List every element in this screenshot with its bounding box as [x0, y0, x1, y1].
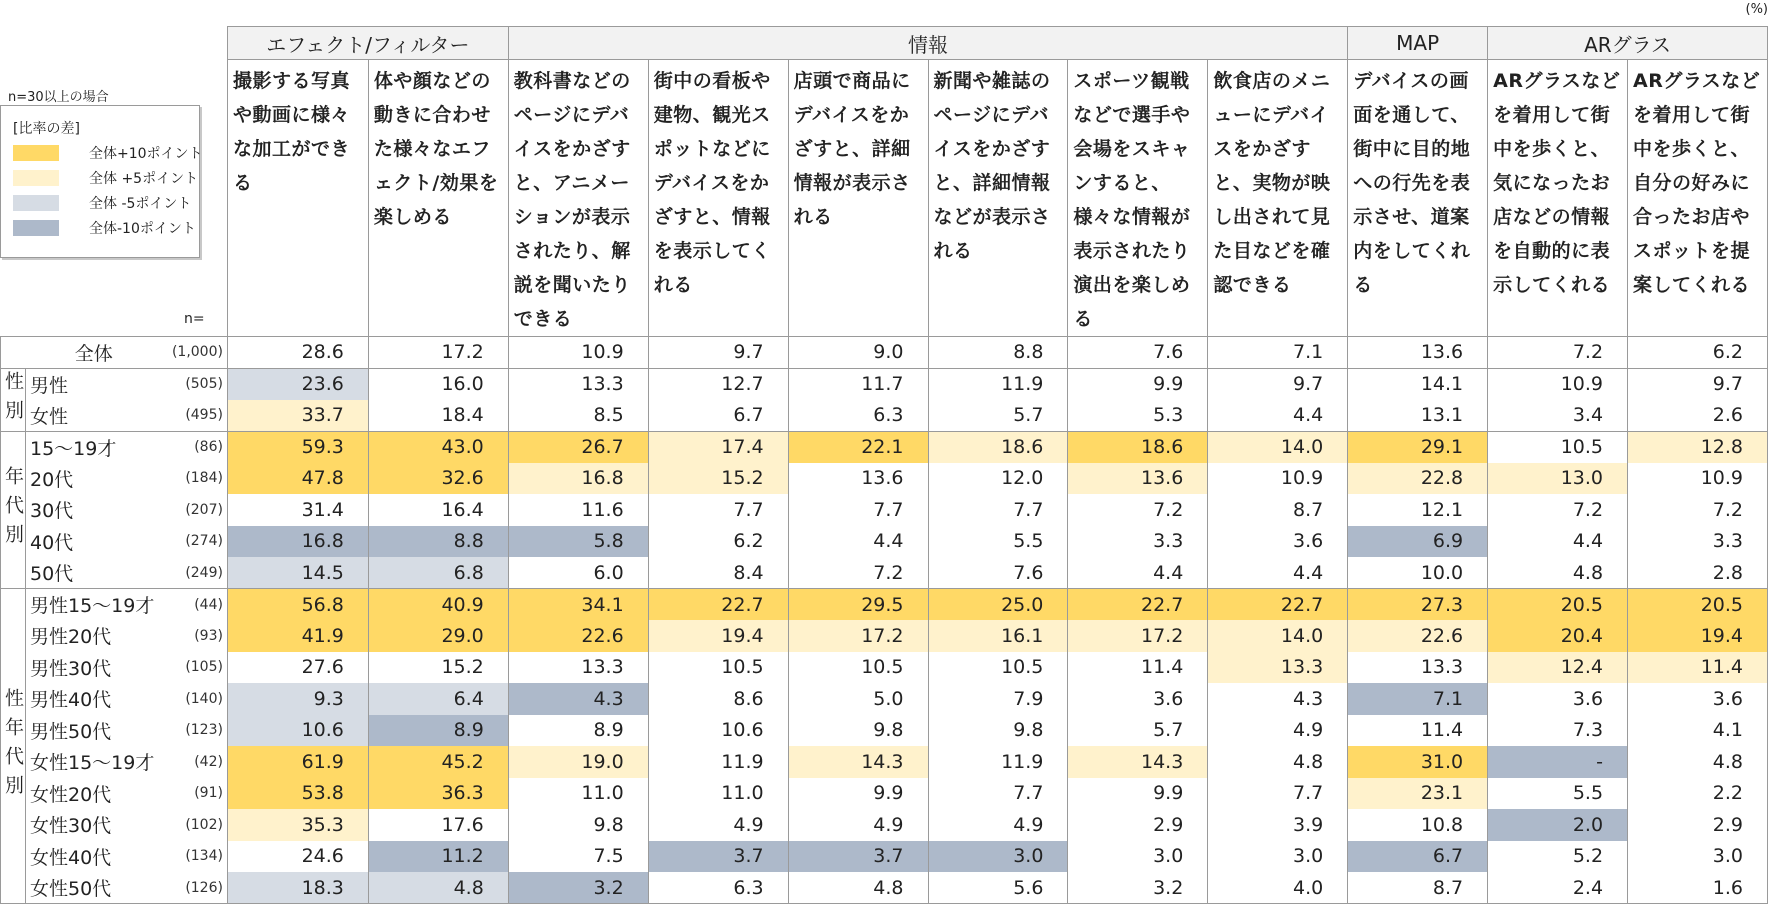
value-cell: 10.9 — [1628, 463, 1768, 495]
value-cell: 4.9 — [1208, 715, 1348, 747]
value-cell: 6.3 — [788, 400, 928, 432]
value-cell: 8.4 — [648, 557, 788, 589]
sample-size: (105) — [162, 652, 227, 684]
value-cell: 18.4 — [368, 400, 508, 432]
value-cell: 4.4 — [1488, 526, 1628, 558]
row-label: 40代 — [30, 531, 74, 554]
value-cell: 2.4 — [1488, 872, 1628, 904]
sample-size: (134) — [162, 841, 227, 873]
group-header: MAP — [1348, 27, 1488, 60]
group-header: ARグラス — [1488, 27, 1768, 60]
value-cell: 3.0 — [1068, 841, 1208, 873]
value-cell: 11.9 — [648, 746, 788, 778]
value-cell: 11.9 — [928, 368, 1068, 400]
question-header: 教科書などのページにデバイスをかざすと、アニメーションが表示されたり、解説を聞いたりできる — [508, 60, 648, 337]
row-label: 女性30代 — [30, 815, 112, 838]
value-cell: 16.0 — [368, 368, 508, 400]
sample-size: (126) — [162, 872, 227, 904]
value-cell: 9.9 — [1068, 368, 1208, 400]
question-header: 街中の看板や建物、観光スポットなどにデバイスをかざすと、情報を表示してくれる — [648, 60, 788, 337]
legend-label: 全体+10ポイント — [89, 146, 203, 162]
table-row — [1, 620, 1768, 652]
row-label: 男性15～19才 — [26, 589, 163, 621]
row-label: 男性40代 — [30, 689, 112, 712]
table-row — [1, 431, 1768, 463]
value-cell: 8.7 — [1208, 494, 1348, 526]
value-cell: 11.9 — [928, 746, 1068, 778]
value-cell: 14.3 — [788, 746, 928, 778]
sample-size-note: n=30以上の場合 — [8, 90, 109, 105]
value-cell: 10.9 — [508, 337, 648, 369]
sample-size: (140) — [162, 683, 227, 715]
value-cell: 9.7 — [1208, 368, 1348, 400]
value-cell: 17.2 — [788, 620, 928, 652]
value-cell: 18.6 — [928, 431, 1068, 463]
question-header: 新聞や雑誌のページにデバイスをかざすと、詳細情報などが表示される — [928, 60, 1068, 337]
value-cell: 7.3 — [1488, 715, 1628, 747]
value-cell: 24.6 — [227, 841, 368, 873]
value-cell: 7.9 — [928, 683, 1068, 715]
value-cell: 7.6 — [1068, 337, 1208, 369]
value-cell: 22.7 — [1068, 589, 1208, 621]
value-cell: 8.5 — [508, 400, 648, 432]
sample-size: (505) — [162, 368, 227, 400]
value-cell: 4.8 — [788, 872, 928, 904]
group-header-row — [1, 27, 1768, 60]
value-cell: 31.0 — [1348, 746, 1488, 778]
question-header: スポーツ観戦などで選手や会場をスキャンすると、様々な情報が表示されたり演出を楽しめる — [1068, 60, 1208, 337]
value-cell: 10.5 — [1488, 431, 1628, 463]
value-cell: 12.8 — [1628, 431, 1768, 463]
value-cell: 19.4 — [1628, 620, 1768, 652]
table-row — [1, 589, 1768, 621]
value-cell: 5.8 — [508, 526, 648, 558]
value-cell: 16.4 — [368, 494, 508, 526]
value-cell: 10.9 — [1208, 463, 1348, 495]
value-cell: 3.6 — [1208, 526, 1348, 558]
value-cell: 8.9 — [508, 715, 648, 747]
value-cell: 5.5 — [928, 526, 1068, 558]
value-cell: 11.7 — [788, 368, 928, 400]
row-label: 男性50代 — [30, 720, 112, 743]
value-cell: 2.2 — [1628, 778, 1768, 810]
value-cell: 12.1 — [1348, 494, 1488, 526]
n-header: n= — [184, 311, 205, 327]
header-blank — [1, 60, 228, 337]
value-cell: 17.6 — [368, 809, 508, 841]
value-cell: 3.0 — [1628, 841, 1768, 873]
sample-size: (495) — [162, 400, 227, 432]
value-cell: 45.2 — [368, 746, 508, 778]
value-cell: 12.4 — [1488, 652, 1628, 684]
legend-label: 全体 +5ポイント — [89, 171, 199, 187]
value-cell: 14.1 — [1348, 368, 1488, 400]
sample-size: (93) — [162, 620, 227, 652]
value-cell: 17.2 — [368, 337, 508, 369]
value-cell: 8.6 — [648, 683, 788, 715]
value-cell: 20.5 — [1488, 589, 1628, 621]
value-cell: 47.8 — [227, 463, 368, 495]
sample-size: (274) — [162, 526, 227, 558]
section-label — [1, 431, 26, 589]
value-cell: 4.4 — [1208, 557, 1348, 589]
value-cell: 7.2 — [1628, 494, 1768, 526]
value-cell: 7.2 — [788, 557, 928, 589]
value-cell: 4.3 — [1208, 683, 1348, 715]
value-cell: 14.0 — [1208, 431, 1348, 463]
section-label-text: 性年代別 — [2, 688, 24, 804]
value-cell: 4.8 — [1628, 746, 1768, 778]
value-cell: 3.7 — [788, 841, 928, 873]
value-cell: 11.6 — [508, 494, 648, 526]
value-cell: 6.3 — [648, 872, 788, 904]
value-cell: 25.0 — [928, 589, 1068, 621]
value-cell: 14.5 — [227, 557, 368, 589]
sample-size: (86) — [162, 431, 227, 463]
value-cell: 8.8 — [368, 526, 508, 558]
value-cell: 31.4 — [227, 494, 368, 526]
value-cell: 22.6 — [508, 620, 648, 652]
value-cell: 22.6 — [1348, 620, 1488, 652]
value-cell: 10.5 — [788, 652, 928, 684]
value-cell: 7.2 — [1488, 337, 1628, 369]
value-cell: 3.0 — [1208, 841, 1348, 873]
value-cell: 40.9 — [368, 589, 508, 621]
value-cell: 7.7 — [1208, 778, 1348, 810]
value-cell: 13.6 — [788, 463, 928, 495]
value-cell: 4.1 — [1628, 715, 1768, 747]
sample-size: (102) — [162, 809, 227, 841]
value-cell: 19.0 — [508, 746, 648, 778]
value-cell: 23.1 — [1348, 778, 1488, 810]
value-cell: 7.7 — [928, 778, 1068, 810]
row-label: 15～19才 — [26, 431, 163, 463]
value-cell: 5.3 — [1068, 400, 1208, 432]
value-cell: 13.3 — [1348, 652, 1488, 684]
sample-size: (44) — [162, 589, 227, 621]
value-cell: 13.0 — [1488, 463, 1628, 495]
table-row — [1, 368, 1768, 400]
value-cell: 41.9 — [227, 620, 368, 652]
value-cell: 4.9 — [788, 809, 928, 841]
section-label — [1, 589, 26, 904]
value-cell: 9.8 — [508, 809, 648, 841]
value-cell: 3.6 — [1488, 683, 1628, 715]
value-cell: 6.7 — [648, 400, 788, 432]
question-header-row — [1, 60, 1768, 337]
value-cell: 12.7 — [648, 368, 788, 400]
value-cell: 4.8 — [368, 872, 508, 904]
value-cell: 4.4 — [1068, 557, 1208, 589]
value-cell: 3.2 — [1068, 872, 1208, 904]
value-cell: 4.9 — [928, 809, 1068, 841]
value-cell: - — [1488, 746, 1628, 778]
value-cell: 9.7 — [1628, 368, 1768, 400]
value-cell: 9.7 — [648, 337, 788, 369]
value-cell: 2.0 — [1488, 809, 1628, 841]
value-cell: 20.5 — [1628, 589, 1768, 621]
section-label-text: 性別 — [2, 370, 24, 429]
value-cell: 9.8 — [928, 715, 1068, 747]
sample-size: (249) — [162, 557, 227, 589]
row-label: 全体 — [1, 337, 163, 369]
value-cell: 18.6 — [1068, 431, 1208, 463]
table-row — [1, 494, 1768, 526]
sample-size: (123) — [162, 715, 227, 747]
value-cell: 1.6 — [1628, 872, 1768, 904]
sample-size: (42) — [162, 746, 227, 778]
value-cell: 13.6 — [1348, 337, 1488, 369]
value-cell: 2.9 — [1068, 809, 1208, 841]
value-cell: 5.2 — [1488, 841, 1628, 873]
question-header: 撮影する写真や動画に様々な加工ができる — [227, 60, 368, 337]
value-cell: 11.4 — [1348, 715, 1488, 747]
table-row — [1, 463, 1768, 495]
value-cell: 27.6 — [227, 652, 368, 684]
value-cell: 7.5 — [508, 841, 648, 873]
question-header: デバイスの画面を通して、街中に目的地への行先を表示させ、道案内をしてくれる — [1348, 60, 1488, 337]
question-header: ARグラスなどを着用して街中を歩くと、気になったお店などの情報を自動的に表示してくれる — [1488, 60, 1628, 337]
table-row — [1, 715, 1768, 747]
value-cell: 8.9 — [368, 715, 508, 747]
value-cell: 29.0 — [368, 620, 508, 652]
value-cell: 7.2 — [1488, 494, 1628, 526]
value-cell: 29.1 — [1348, 431, 1488, 463]
value-cell: 3.7 — [648, 841, 788, 873]
table-row — [1, 526, 1768, 558]
value-cell: 13.3 — [508, 368, 648, 400]
value-cell: 11.0 — [648, 778, 788, 810]
value-cell: 4.4 — [788, 526, 928, 558]
row-label: 男性20代 — [30, 626, 112, 649]
value-cell: 6.0 — [508, 557, 648, 589]
value-cell: 10.9 — [1488, 368, 1628, 400]
question-header: 店頭で商品にデバイスをかざすと、詳細情報が表示される — [788, 60, 928, 337]
value-cell: 9.9 — [1068, 778, 1208, 810]
value-cell: 13.3 — [508, 652, 648, 684]
value-cell: 7.7 — [788, 494, 928, 526]
value-cell: 13.1 — [1348, 400, 1488, 432]
table-row — [1, 778, 1768, 810]
row-label: 男性 — [26, 368, 163, 400]
value-cell: 17.4 — [648, 431, 788, 463]
value-cell: 6.8 — [368, 557, 508, 589]
sample-size: (207) — [162, 494, 227, 526]
row-label: 50代 — [30, 563, 74, 585]
value-cell: 8.7 — [1348, 872, 1488, 904]
value-cell: 5.7 — [928, 400, 1068, 432]
row-label: 女性 — [30, 405, 69, 428]
value-cell: 7.7 — [648, 494, 788, 526]
value-cell: 23.6 — [227, 368, 368, 400]
value-cell: 3.0 — [928, 841, 1068, 873]
value-cell: 7.7 — [928, 494, 1068, 526]
section-label — [1, 368, 26, 431]
table-row — [1, 809, 1768, 841]
value-cell: 2.8 — [1628, 557, 1768, 589]
question-header: ARグラスなどを着用して街中を歩くと、自分の好みに合ったお店やスポットを提案してくれる — [1628, 60, 1768, 337]
value-cell: 35.3 — [227, 809, 368, 841]
data-table — [0, 26, 1768, 904]
value-cell: 10.5 — [928, 652, 1068, 684]
value-cell: 3.9 — [1208, 809, 1348, 841]
value-cell: 61.9 — [227, 746, 368, 778]
value-cell: 10.6 — [227, 715, 368, 747]
value-cell: 4.4 — [1208, 400, 1348, 432]
header-blank — [1, 27, 228, 60]
value-cell: 4.0 — [1208, 872, 1348, 904]
unit-label: (%) — [1745, 2, 1768, 17]
total-row — [1, 337, 1768, 369]
value-cell: 6.2 — [648, 526, 788, 558]
row-label: 女性20代 — [30, 783, 112, 806]
value-cell: 16.8 — [508, 463, 648, 495]
legend-title: [比率の差] — [13, 121, 80, 137]
value-cell: 16.1 — [928, 620, 1068, 652]
value-cell: 10.5 — [648, 652, 788, 684]
value-cell: 4.8 — [1488, 557, 1628, 589]
value-cell: 19.4 — [648, 620, 788, 652]
value-cell: 14.3 — [1068, 746, 1208, 778]
value-cell: 18.3 — [227, 872, 368, 904]
table-row — [1, 683, 1768, 715]
value-cell: 6.4 — [368, 683, 508, 715]
value-cell: 59.3 — [227, 431, 368, 463]
row-label: 20代 — [30, 468, 74, 491]
value-cell: 22.7 — [648, 589, 788, 621]
value-cell: 7.6 — [928, 557, 1068, 589]
value-cell: 26.7 — [508, 431, 648, 463]
table-row — [1, 746, 1768, 778]
value-cell: 43.0 — [368, 431, 508, 463]
value-cell: 8.8 — [928, 337, 1068, 369]
value-cell: 3.4 — [1488, 400, 1628, 432]
value-cell: 10.6 — [648, 715, 788, 747]
value-cell: 17.2 — [1068, 620, 1208, 652]
value-cell: 12.0 — [928, 463, 1068, 495]
legend-label: 全体 -5ポイント — [89, 196, 192, 212]
value-cell: 2.9 — [1628, 809, 1768, 841]
value-cell: 2.6 — [1628, 400, 1768, 432]
value-cell: 34.1 — [508, 589, 648, 621]
value-cell: 4.3 — [508, 683, 648, 715]
value-cell: 5.0 — [788, 683, 928, 715]
value-cell: 4.8 — [1208, 746, 1348, 778]
value-cell: 15.2 — [368, 652, 508, 684]
value-cell: 3.6 — [1068, 683, 1208, 715]
row-label: 女性40代 — [30, 846, 112, 869]
value-cell: 13.6 — [1068, 463, 1208, 495]
value-cell: 5.5 — [1488, 778, 1628, 810]
row-label: 男性30代 — [30, 657, 112, 680]
value-cell: 3.3 — [1628, 526, 1768, 558]
value-cell: 3.2 — [508, 872, 648, 904]
value-cell: 14.0 — [1208, 620, 1348, 652]
value-cell: 22.7 — [1208, 589, 1348, 621]
value-cell: 10.8 — [1348, 809, 1488, 841]
table-row — [1, 872, 1768, 904]
sample-size: (91) — [162, 778, 227, 810]
table-row — [1, 652, 1768, 684]
value-cell: 33.7 — [227, 400, 368, 432]
value-cell: 6.7 — [1348, 841, 1488, 873]
value-cell: 13.3 — [1208, 652, 1348, 684]
table-row — [1, 400, 1768, 432]
value-cell: 9.8 — [788, 715, 928, 747]
group-header: 情報 — [508, 27, 1347, 60]
value-cell: 4.9 — [648, 809, 788, 841]
table-row — [1, 841, 1768, 873]
value-cell: 20.4 — [1488, 620, 1628, 652]
value-cell: 22.1 — [788, 431, 928, 463]
value-cell: 16.8 — [227, 526, 368, 558]
value-cell: 11.0 — [508, 778, 648, 810]
value-cell: 22.8 — [1348, 463, 1488, 495]
value-cell: 10.0 — [1348, 557, 1488, 589]
value-cell: 29.5 — [788, 589, 928, 621]
row-label: 女性15～19才 — [30, 752, 155, 775]
sample-size: (184) — [162, 463, 227, 495]
value-cell: 3.6 — [1628, 683, 1768, 715]
value-cell: 7.1 — [1208, 337, 1348, 369]
value-cell: 32.6 — [368, 463, 508, 495]
value-cell: 9.9 — [788, 778, 928, 810]
value-cell: 11.4 — [1068, 652, 1208, 684]
legend-label: 全体-10ポイント — [89, 221, 196, 237]
value-cell: 36.3 — [368, 778, 508, 810]
table-row — [1, 557, 1768, 589]
group-header: エフェクト/フィルター — [227, 27, 508, 60]
question-header: 飲食店のメニューにデバイスをかざすと、実物が映し出されて見た目などを確認できる — [1208, 60, 1348, 337]
value-cell: 9.3 — [227, 683, 368, 715]
value-cell: 5.7 — [1068, 715, 1208, 747]
value-cell: 28.6 — [227, 337, 368, 369]
value-cell: 7.1 — [1348, 683, 1488, 715]
row-label: 30代 — [30, 500, 74, 523]
value-cell: 3.3 — [1068, 526, 1208, 558]
value-cell: 56.8 — [227, 589, 368, 621]
value-cell: 6.9 — [1348, 526, 1488, 558]
question-header: 体や顔などの動きに合わせた様々なエフェクト/効果を楽しめる — [368, 60, 508, 337]
value-cell: 15.2 — [648, 463, 788, 495]
value-cell: 53.8 — [227, 778, 368, 810]
value-cell: 27.3 — [1348, 589, 1488, 621]
section-label-text: 年代別 — [2, 466, 24, 554]
value-cell: 9.0 — [788, 337, 928, 369]
value-cell: 6.2 — [1628, 337, 1768, 369]
sample-size: (1,000) — [162, 337, 227, 369]
value-cell: 11.2 — [368, 841, 508, 873]
value-cell: 5.6 — [928, 872, 1068, 904]
value-cell: 7.2 — [1068, 494, 1208, 526]
value-cell: 11.4 — [1628, 652, 1768, 684]
row-label: 女性50代 — [26, 872, 163, 904]
